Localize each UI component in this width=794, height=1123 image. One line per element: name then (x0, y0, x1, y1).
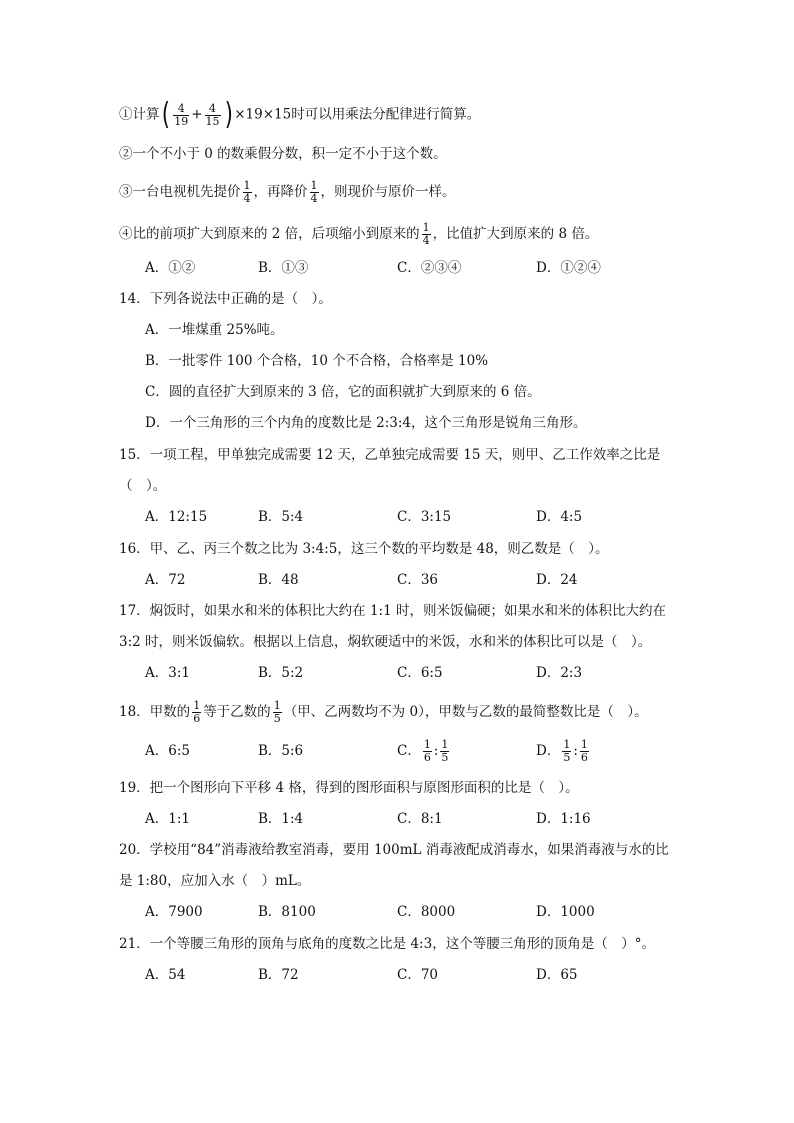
q19-option-d[interactable]: D．1:16 (536, 811, 591, 827)
q15-option-a[interactable]: A．12:15 (145, 509, 208, 525)
statement-1-prefix: ①计算 (119, 106, 160, 123)
q20-option-a[interactable]: A．7900 (145, 904, 203, 920)
q17-stem-line-1: 17．焖饭时，如果水和米的体积比大约在 1:1 时，则米饭偏硬；如果水和米的体积比大约在 (119, 603, 666, 619)
q15-stem-line-2: （ ）。 (119, 478, 167, 494)
q20-stem-line-1: 20．学校用“84”消毒液给教室消毒，要用 100mL 消毒液配成消毒水，如果消毒液与水的比 (119, 842, 669, 858)
q21-option-a[interactable]: A．54 (145, 967, 186, 983)
q13-option-d[interactable]: D．①②④ (536, 260, 601, 276)
q18-option-c[interactable]: C． $\frac{1}{6}$ : $\frac{1}{5}$ (397, 738, 449, 764)
fraction-4-15: $\frac{4}{15}$ (205, 101, 220, 128)
q19-stem: 19．把一个图形向下平移 4 格，得到的图形面积与原图形面积的比是（ ）。 (119, 780, 579, 796)
q20-option-c[interactable]: C．8000 (397, 904, 456, 920)
q14-option-d[interactable]: D．一个三角形的三个内角的度数比是 2:3:4，这个三角形是锐角三角形。 (145, 415, 587, 431)
fraction-1-6: $\frac{1}{6}$ (193, 699, 201, 725)
q18-stem: 18．甲数的 $\frac{1}{6}$ 等于乙数的 $\frac{1}{5}$ （甲、乙两数均不为 0），甲数与乙数的最简整数比是（ ）。 (119, 699, 648, 725)
q18-option-b[interactable]: B．5:6 (258, 743, 304, 759)
q21-stem: 21．一个等腰三角形的顶角与底角的度数之比是 4:3，这个等腰三角形的顶角是（ ）°。 (119, 936, 655, 952)
q19-option-b[interactable]: B．1:4 (258, 811, 304, 827)
q17-option-a[interactable]: A．3:1 (145, 665, 190, 681)
statement-4: ④比的前项扩大到原来的 2 倍，后项缩小到原来的 $\frac{1}{4}$ ，比值扩大到原来的 8 倍。 (119, 221, 599, 247)
fraction-1-4: $\frac{1}{4}$ (422, 221, 430, 247)
q16-option-a[interactable]: A．72 (145, 572, 186, 588)
q21-option-b[interactable]: B．72 (258, 967, 299, 983)
q19-option-a[interactable]: A．1:1 (145, 811, 190, 827)
q17-option-d[interactable]: D．2:3 (536, 665, 583, 681)
right-paren-icon: ) (224, 97, 233, 132)
statement-1-suffix: ×19×15时可以用乘法分配律进行简算。 (234, 106, 481, 123)
fraction-1-4: $\frac{1}{4}$ (310, 179, 318, 205)
q16-option-c[interactable]: C．36 (397, 572, 439, 588)
q17-stem-line-2: 3:2 时，则米饭偏软。根据以上信息，焖软硬适中的米饭，水和米的体积比可以是（ ）。 (119, 634, 652, 650)
q15-stem-line-1: 15．一项工程，甲单独完成需要 12 天，乙单独完成需要 15 天，则甲、乙工作效率之比是 (119, 447, 661, 463)
q17-option-c[interactable]: C．6:5 (397, 665, 443, 681)
q14-option-c[interactable]: C．圆的直径扩大到原来的 3 倍，它的面积就扩大到原来的 6 倍。 (145, 384, 541, 400)
q15-option-c[interactable]: C．3:15 (397, 509, 452, 525)
q13-option-b[interactable]: B．①③ (258, 260, 309, 276)
q21-option-c[interactable]: C．70 (397, 967, 439, 983)
q13-option-c[interactable]: C．②③④ (397, 260, 462, 276)
q18-option-d[interactable]: D． $\frac{1}{5}$ : $\frac{1}{6}$ (536, 738, 588, 764)
q20-stem-line-2: 是 1:80，应加入水（ ）mL。 (119, 873, 311, 889)
statement-3: ③一台电视机先提价 $\frac{1}{4}$ ，再降价 $\frac{1}{4}$ ，则现价与原价一样。 (119, 179, 456, 205)
fraction-4-19: $\frac{4}{19}$ (174, 101, 189, 128)
left-paren-icon: ( (161, 97, 170, 132)
fraction-1-5: $\frac{1}{5}$ (273, 699, 281, 725)
q15-option-d[interactable]: D．4:5 (536, 509, 583, 525)
q20-option-d[interactable]: D．1000 (536, 904, 595, 920)
q14-option-a[interactable]: A．一堆煤重 25%吨。 (145, 322, 284, 338)
q16-stem: 16．甲、乙、丙三个数之比为 3:4:5，这三个数的平均数是 48，则乙数是（ ）。 (119, 541, 609, 557)
plus-sign: + (191, 106, 203, 123)
q18-option-a[interactable]: A．6:5 (145, 743, 190, 759)
q16-option-b[interactable]: B．48 (258, 572, 299, 588)
q19-option-c[interactable]: C．8:1 (397, 811, 443, 827)
q16-option-d[interactable]: D．24 (536, 572, 578, 588)
q20-option-b[interactable]: B．8100 (258, 904, 316, 920)
statement-1 (119, 97, 481, 132)
fraction-1-4: $\frac{1}{4}$ (243, 179, 251, 205)
statement-2: ②一个不小于 0 的数乘假分数，积一定不小于这个数。 (119, 146, 447, 162)
q15-option-b[interactable]: B．5:4 (258, 509, 304, 525)
q14-option-b[interactable]: B．一批零件 100 个合格，10 个不合格，合格率是 10% (145, 353, 489, 369)
q21-option-d[interactable]: D．65 (536, 967, 578, 983)
q13-option-a[interactable]: A．①② (145, 260, 196, 276)
q17-option-b[interactable]: B．5:2 (258, 665, 304, 681)
q14-stem: 14．下列各说法中正确的是（ ）。 (119, 291, 332, 307)
